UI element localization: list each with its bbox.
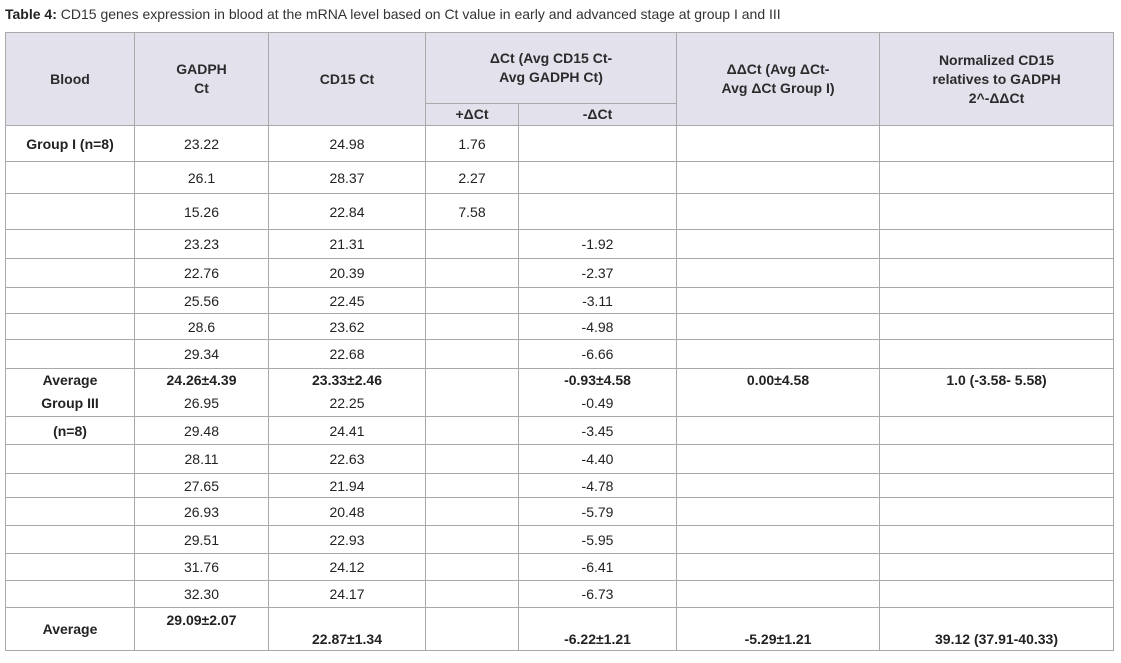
caption-label: Table 4: [5, 6, 57, 22]
cell-gadph: 27.65 [135, 474, 269, 498]
group3-average-row [6, 608, 1114, 651]
header-delta-ct: ΔCt (Avg CD15 Ct- Avg GADPH Ct) [426, 33, 677, 104]
cell-gadph: 25.56 [135, 288, 269, 314]
cell-neg: -1.92 [519, 230, 677, 259]
cell-gadph: 31.76 [135, 554, 269, 581]
table-row [6, 126, 1114, 162]
table-row [6, 554, 1114, 581]
cell-cd15: 22.68 [269, 340, 426, 369]
cell-gadph: 29.34 [135, 340, 269, 369]
cell-cd15: 24.98 [269, 126, 426, 162]
header-pos-delta-ct: +ΔCt [426, 104, 519, 126]
header-row [6, 33, 1114, 104]
cell-pos [426, 340, 519, 369]
table-caption [5, 6, 781, 22]
table-row [6, 314, 1114, 340]
cd15-expression-table [5, 32, 1114, 651]
cell-pos [426, 259, 519, 288]
cell-pos: 2.27 [426, 162, 519, 194]
avg-ddct: -5.29±1.21 [677, 608, 880, 651]
cell-cd15: 21.31 [269, 230, 426, 259]
cell-neg: -4.98 [519, 314, 677, 340]
cell-pos [426, 230, 519, 259]
cell-gadph: 32.30 [135, 581, 269, 608]
table-row [6, 417, 1114, 445]
cell-neg: -3.45 [519, 417, 677, 445]
avg-gadph: 24.26±4.39 [135, 369, 269, 391]
cell-cd15: 21.94 [269, 474, 426, 498]
header-delta-delta-ct: ΔΔCt (Avg ΔCt- Avg ΔCt Group I) [677, 33, 880, 126]
header-normalized: Normalized CD15 relatives to GADPH 2^-ΔΔCt [880, 33, 1114, 126]
cell-cd15: 20.48 [269, 498, 426, 526]
cell-neg: -5.95 [519, 526, 677, 554]
average-label: Average [6, 369, 135, 391]
cell-gadph: 28.11 [135, 445, 269, 474]
cell-gadph: 23.23 [135, 230, 269, 259]
table-row [6, 230, 1114, 259]
group1-label: Group I (n=8) [6, 126, 135, 162]
cell-gadph: 26.1 [135, 162, 269, 194]
cell-cd15: 22.84 [269, 194, 426, 230]
avg-norm: 39.12 (37.91-40.33) [880, 608, 1114, 651]
cell-neg [519, 194, 677, 230]
cell-gadph: 26.93 [135, 498, 269, 526]
table-row [6, 391, 1114, 417]
cell-neg: -4.78 [519, 474, 677, 498]
cell-gadph: 29.48 [135, 417, 269, 445]
cell-neg: -5.79 [519, 498, 677, 526]
cell-gadph: 28.6 [135, 314, 269, 340]
table-row [6, 581, 1114, 608]
group3-label-line2: (n=8) [6, 417, 135, 445]
group1-average-row [6, 369, 1114, 391]
cell-pos: 7.58 [426, 194, 519, 230]
cell-neg: -6.66 [519, 340, 677, 369]
average-label: Average [6, 608, 135, 651]
cell-neg [519, 162, 677, 194]
avg-neg: -6.22±1.21 [519, 608, 677, 651]
cell-cd15: 24.41 [269, 417, 426, 445]
cell-cd15: 20.39 [269, 259, 426, 288]
caption-text: CD15 genes expression in blood at the mRNA level based on Ct value in early and advanced stage at group I and III [56, 6, 781, 22]
table-row [6, 474, 1114, 498]
cell-cd15: 22.25 [269, 391, 426, 417]
cell-neg: -6.41 [519, 554, 677, 581]
cell-cd15: 24.17 [269, 581, 426, 608]
header-blood: Blood [6, 33, 135, 126]
table-row [6, 194, 1114, 230]
cell-cd15: 28.37 [269, 162, 426, 194]
cell-neg: -3.11 [519, 288, 677, 314]
avg-norm: 1.0 (-3.58- 5.58) [880, 369, 1114, 391]
avg-gadph: 29.09±2.07 [135, 608, 269, 651]
table-row [6, 445, 1114, 474]
cell-pos: 1.76 [426, 126, 519, 162]
cell-gadph: 26.95 [135, 391, 269, 417]
cell-neg: -4.40 [519, 445, 677, 474]
header-neg-delta-ct: -ΔCt [519, 104, 677, 126]
header-cd15: CD15 Ct [269, 33, 426, 126]
avg-cd15: 23.33±2.46 [269, 369, 426, 391]
avg-neg: -0.93±4.58 [519, 369, 677, 391]
cell-gadph: 23.22 [135, 126, 269, 162]
table-row [6, 340, 1114, 369]
cell-pos [426, 288, 519, 314]
avg-cd15: 22.87±1.34 [269, 608, 426, 651]
cell-cd15: 24.12 [269, 554, 426, 581]
group3-label-line1: Group III [6, 391, 135, 417]
avg-ddct: 0.00±4.58 [677, 369, 880, 391]
table-row [6, 498, 1114, 526]
cell-cd15: 22.63 [269, 445, 426, 474]
header-gadph: GADPH Ct [135, 33, 269, 126]
cell-pos [426, 314, 519, 340]
table-row [6, 288, 1114, 314]
cell-neg [519, 126, 677, 162]
cell-neg: -2.37 [519, 259, 677, 288]
cell-cd15: 22.93 [269, 526, 426, 554]
cell-gadph: 22.76 [135, 259, 269, 288]
cell-neg: -0.49 [519, 391, 677, 417]
cell-cd15: 22.45 [269, 288, 426, 314]
table-row [6, 526, 1114, 554]
cell-cd15: 23.62 [269, 314, 426, 340]
table-row [6, 162, 1114, 194]
cell-gadph: 29.51 [135, 526, 269, 554]
cell-neg: -6.73 [519, 581, 677, 608]
table-row [6, 259, 1114, 288]
cell-gadph: 15.26 [135, 194, 269, 230]
